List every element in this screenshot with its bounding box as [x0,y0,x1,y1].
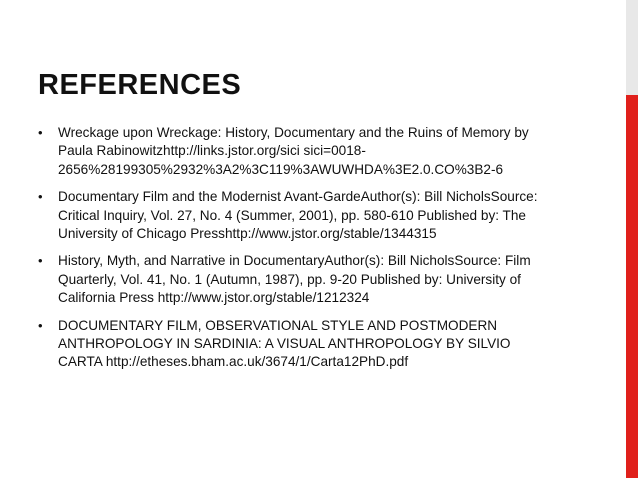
references-list [38,124,558,381]
bullet-icon: • [38,253,43,269]
accent-bar-gray [626,0,638,95]
bullet-icon: • [38,125,43,140]
reference-item [38,124,558,179]
reference-text: Documentary Film and the Modernist Avant-GardeAuthor(s): Bill NicholsSource: Critical Inquiry, Vol. 27, No. 4 (Summer, 2001), pp. 580-610 Published by: The University of Chicago Presshttp://www.jstor.org/stable/1344315 [58,189,538,242]
reference-text: Wreckage upon Wreckage: History, Documentary and the Ruins of Memory by Paula Rabinowitzhttp://links.jstor.org/sici sici=0018-2656%28199305%2932%3A2%3C119%3AWUWHDA%3E2.0.CO%3B2-6 [58,125,529,177]
bullet-icon: • [38,317,43,333]
reference-text: DOCUMENTARY FILM, OBSERVATIONAL STYLE AND POSTMODERN ANTHROPOLOGY IN SARDINIA: A VISUAL ANTHROPOLOGY BY SILVIO CARTA http://etheses.bham.ac.uk/3674/1/Carta12PhD.pdf [58,317,511,370]
slide-title: REFERENCES [38,69,242,101]
reference-item [38,252,558,307]
accent-bar-red [626,95,638,478]
bullet-icon: • [38,189,43,205]
reference-item [38,188,558,243]
reference-item [38,317,558,372]
reference-text: History, Myth, and Narrative in DocumentaryAuthor(s): Bill NicholsSource: Film Quarterly, Vol. 41, No. 1 (Autumn, 1987), pp. 9-20 Published by: University of California Press http://www.jstor.org/stable/1212324 [58,253,531,306]
